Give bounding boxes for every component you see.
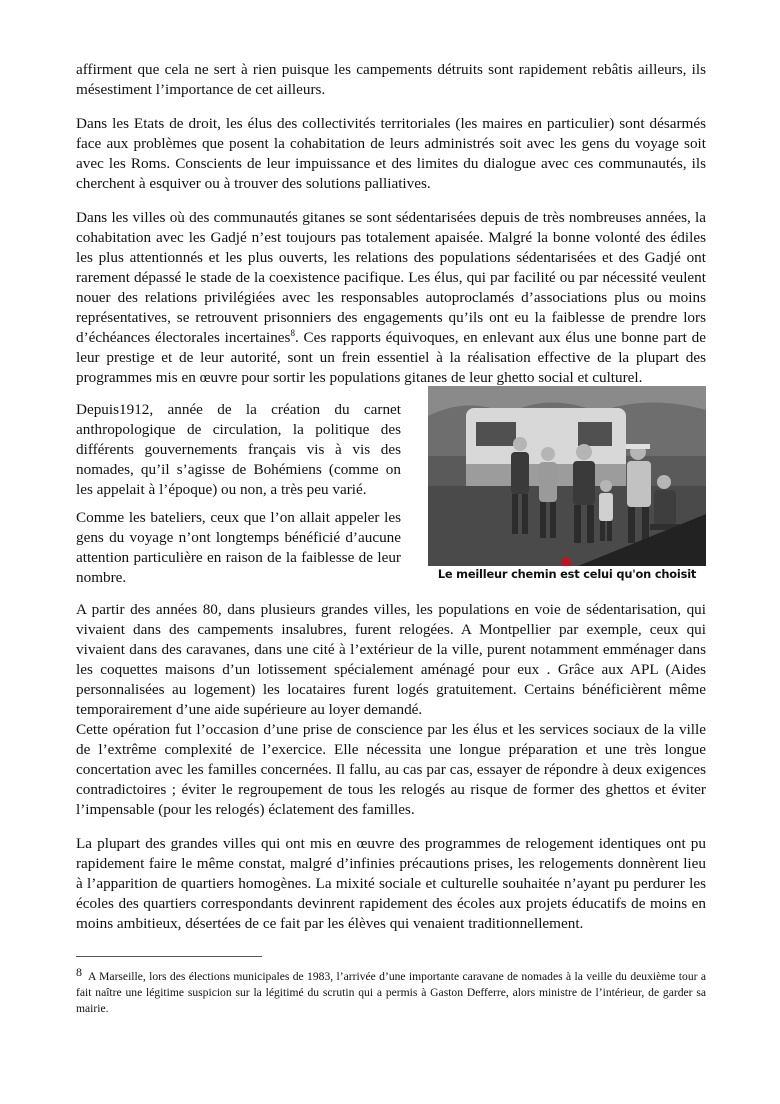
- paragraph-4: Depuis1912, année de la création du carnet anthropologique de circulation, la politique des différents gouvernements français vis à vis des nomades, qu’il s’agisse de Bohémiens (comme on les appelait à l’époque) ou non, a très peu varié.: [76, 401, 401, 498]
- paragraph-5: Comme les bateliers, ceux que l’on allait appeler les gens du voyage n’ont longtemps bénéficié d’aucune attention particulière en raison de la faiblesse de leur nombre.: [76, 509, 401, 586]
- footnote-number: 8: [76, 965, 82, 979]
- figure: [428, 386, 706, 584]
- paragraph-7: Cette opération fut l’occasion d’une prise de conscience par les élus et les services sociaux de la ville de l’extrême complexité de l’exercice. Elle nécessita une longue préparation et une très longue concertation avec les familles concernées. Il fallu, au cas par cas, essayer de répondre à deux exigences contradictoires ; éviter le regroupement de tous les relogés au risque de former des ghettos et éviter l’impensable (pour les relogés) éclatement des familles.: [76, 721, 706, 818]
- paragraph-6: A partir des années 80, dans plusieurs grandes villes, les populations en voie de sédentarisation, qui vivaient dans des campements insalubres, furent relogées. A Montpellier par exemple, ceux qui vivaient dans des caravanes, dans une cité à l’extérieur de la ville, purent notamment emménager dans les coquettes maisons d’un lotissement spécialement aménagé pour eux . Grâce aux APL (Aides personnalisées au logement) les locataires furent logés gratuitement. Certains bénéficièrent même temporairement d’une aide supérieure au loyer demandé.: [76, 601, 706, 718]
- paragraph-3-part-b: . Ces rapports équivoques, en enlevant aux élus une bonne part de leur prestige et de leur autorité, sont un frein essentiel à la réalisation effective de la plupart des programmes mis en œuvre pour sortir les populations gitanes de leur ghetto social et culturel.: [76, 329, 706, 386]
- footnote-separator: [76, 956, 262, 957]
- paragraph-1: affirment que cela ne sert à rien puisque les campements détruits sont rapidement rebâtis ailleurs, ils mésestiment l’importance de cet ailleurs.: [76, 61, 706, 98]
- paragraph-2: Dans les Etats de droit, les élus des collectivités territoriales (les maires en particulier) sont désarmés face aux problèmes que posent la cohabitation de leurs administrés soit avec les gens du voyage soit avec les Roms. Conscients de leur impuissance et des limites du dialogue avec ces communautés, ils cherchent à esquiver ou à trouver des solutions palliatives.: [76, 115, 706, 192]
- paragraph-8: La plupart des grandes villes qui ont mis en œuvre des programmes de relogement identiques ont pu rapidement faire le même constat, malgré d’infinies précautions prises, les relogements donnèrent lieu à l’apparition de quartiers homogènes. La mixité sociale et culturelle souhaitée n’ayant pu perdurer les écoles des quartiers correspondants devinrent rapidement des écoles aux projets éducatifs de moins en moins ambitieux, désertées de ce fait par les élèves qui venaient traditionnellement.: [76, 835, 706, 932]
- figure-caption: Le meilleur chemin est celui qu'on choisit: [437, 567, 697, 581]
- footnote-reference[interactable]: 8: [290, 327, 295, 338]
- footnote-text: A Marseille, lors des élections municipales de 1983, l’arrivée d’une importante caravane de nomades à la veille du deuxième tour a fait naître une légitime suspicion sur la légitimé du scrutin qui a permis à Gaston Defferre, alors ministre de l’intérieur, de garder sa mairie.: [76, 970, 706, 1015]
- paragraph-3: [76, 208, 706, 388]
- family-caravan-photo: [428, 386, 706, 566]
- paragraph-3-part-a: Dans les villes où des communautés gitanes se sont sédentarisées depuis de très nombreuses années, la cohabitation avec les Gadjé n’est toujours pas totalement apaisée. Malgré la bonne volonté des édiles les plus attentionnés et les plus ouverts, les relations des populations sédentarisées et des Gadjé ont rarement dépassé le stade de la coexistence pacifique. Les élus, qui par facilité ou par nécessité veulent nouer des relations privilégiées avec les responsables autoproclamés d’associations plus ou moins représentatives, se retrouvent prisonniers des engagements qu’ils ont eu la faiblesse de prendre lors d’échéances électorales incertaines: [76, 209, 706, 346]
- footnote: [76, 964, 706, 1017]
